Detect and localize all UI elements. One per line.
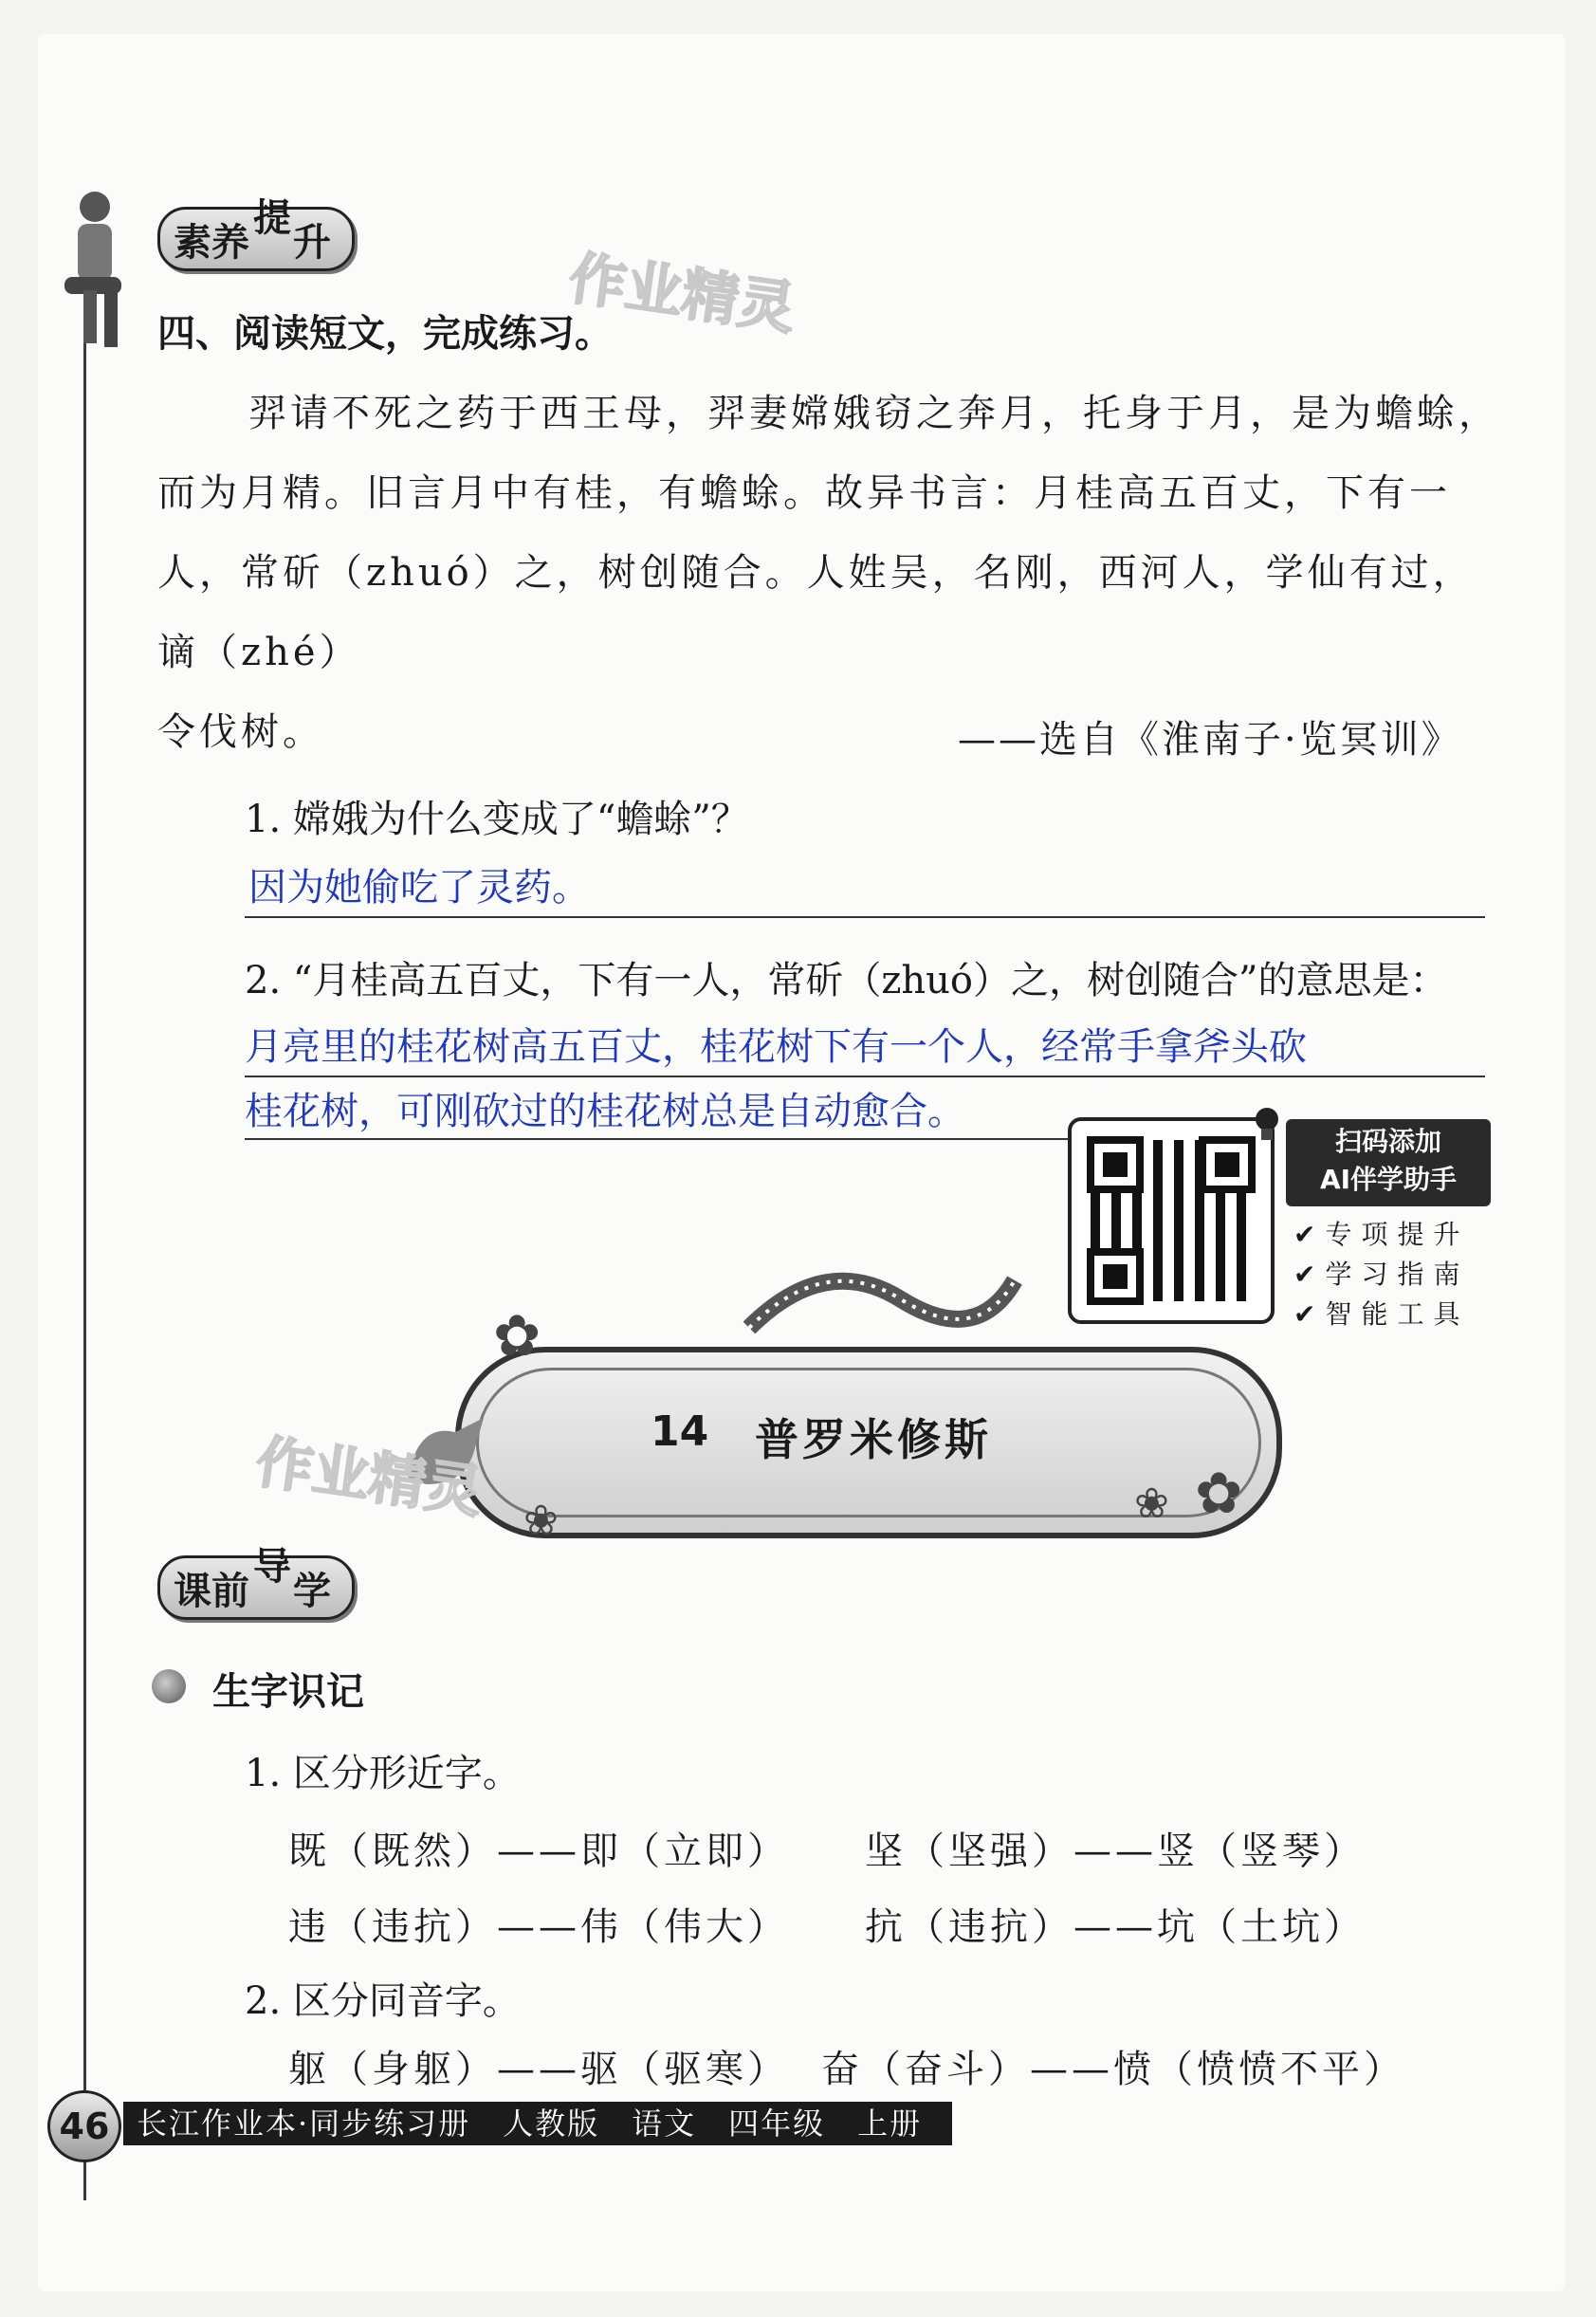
- badge-sup-text: 提: [253, 195, 291, 240]
- bullet-icon: [152, 1669, 186, 1703]
- feature-item: [1293, 1294, 1469, 1332]
- margin-line: [83, 285, 86, 2200]
- student-illustration: [46, 186, 140, 357]
- piano-keys-decoration: [740, 1242, 1024, 1347]
- answer-line: [245, 916, 1485, 918]
- check-icon: ✔: [1293, 1298, 1326, 1330]
- badge-main-text: 课前: [174, 1569, 249, 1613]
- section-badge-suyang: [157, 195, 355, 271]
- page-number: 46: [47, 2090, 121, 2162]
- check-icon: ✔: [1293, 1259, 1326, 1290]
- badge-main-text: 素养: [174, 220, 249, 265]
- passage-line: 令伐树。: [157, 710, 324, 754]
- lesson-number: 14: [651, 1407, 709, 1456]
- ai-label-line: AI伴学助手: [1319, 1164, 1458, 1195]
- answer-2-line-2: 桂花树，可刚砍过的桂花树总是自动愈合。: [245, 1090, 965, 1133]
- flower-icon: ✿: [493, 1303, 541, 1370]
- badge-sup-text-2: 升: [293, 220, 331, 265]
- feature-item: [1293, 1254, 1469, 1292]
- item-2-title: 2. 区分同音字。: [245, 1979, 521, 2023]
- flower-icon: ✿: [1195, 1461, 1243, 1527]
- answer-line: [245, 1138, 1079, 1140]
- lesson-title: 普罗米修斯: [755, 1414, 992, 1465]
- qr-code[interactable]: [1068, 1117, 1275, 1324]
- passage-line: 人，常斫（zhuó）之，树创随合。人姓吴，名刚，西河人，学仙有过，谪（zhé）: [157, 551, 1475, 674]
- char-pair-right: 奋（奋斗）——愤（愤愤不平）: [821, 2048, 1405, 2091]
- flower-icon: ❀: [1134, 1480, 1169, 1528]
- char-pair-right: 抗（违抗）——坑（土坑）: [865, 1905, 1366, 1949]
- passage-line: 羿请不死之药于西王母，羿妻嫦娥窃之奔月，托身于月，是为蟾蜍，: [248, 392, 1500, 435]
- ai-helper-label[interactable]: [1286, 1119, 1491, 1206]
- watermark: 作业精灵: [564, 245, 800, 343]
- flower-icon: ❀: [523, 1497, 559, 1545]
- char-pair-left: 违（违抗）——伟（伟大）: [288, 1905, 789, 1949]
- feature-label: 智能工具: [1325, 1298, 1470, 1330]
- check-icon: ✔: [1293, 1219, 1326, 1250]
- answer-2-line-1: 月亮里的桂花树高五百丈，桂花树下有一个人，经常手拿斧头砍: [245, 1025, 1307, 1069]
- ai-label-line: 扫码添加: [1334, 1126, 1441, 1157]
- question-1: 1. 嫦娥为什么变成了“蟾蜍”？: [245, 798, 749, 841]
- passage-source: ——选自《淮南子·览冥训》: [958, 718, 1462, 762]
- qr-finder: [1087, 1248, 1144, 1305]
- subheading-shengzi: 生字识记: [212, 1670, 364, 1714]
- char-pair-left: 躯（身躯）——驱（驱寒）: [288, 2048, 789, 2091]
- footer-bar: 长江作业本·同步练习册 人教版 语文 四年级 上册: [123, 2102, 952, 2145]
- badge-sup-text-2: 学: [293, 1569, 331, 1613]
- answer-line: [245, 1076, 1485, 1077]
- section-badge-kecqian: [157, 1544, 355, 1620]
- qr-finder: [1199, 1136, 1256, 1193]
- question-2: 2. “月桂高五百丈，下有一人，常斫（zhuó）之，树创随合”的意思是：: [245, 959, 1448, 1002]
- char-pair-left: 既（既然）——即（立即）: [288, 1830, 789, 1873]
- char-pair-right: 坚（坚强）——竖（竖琴）: [865, 1830, 1366, 1873]
- feature-item: [1293, 1214, 1469, 1252]
- item-1-title: 1. 区分形近字。: [245, 1752, 521, 1795]
- lightbulb-icon: [1248, 1100, 1286, 1148]
- passage-line: 而为月精。旧言月中有桂，有蟾蜍。故异书言：月桂高五百丈，下有一: [157, 471, 1451, 515]
- feature-label: 专项提升: [1325, 1219, 1470, 1250]
- watermark: 作业精灵: [251, 1428, 487, 1527]
- answer-1: 因为她偷吃了灵药。: [248, 866, 590, 910]
- feature-label: 学习指南: [1325, 1259, 1470, 1290]
- question-heading: 四、阅读短文，完成练习。: [157, 312, 613, 356]
- badge-sup-text: 导: [253, 1544, 291, 1589]
- qr-finder: [1087, 1136, 1144, 1193]
